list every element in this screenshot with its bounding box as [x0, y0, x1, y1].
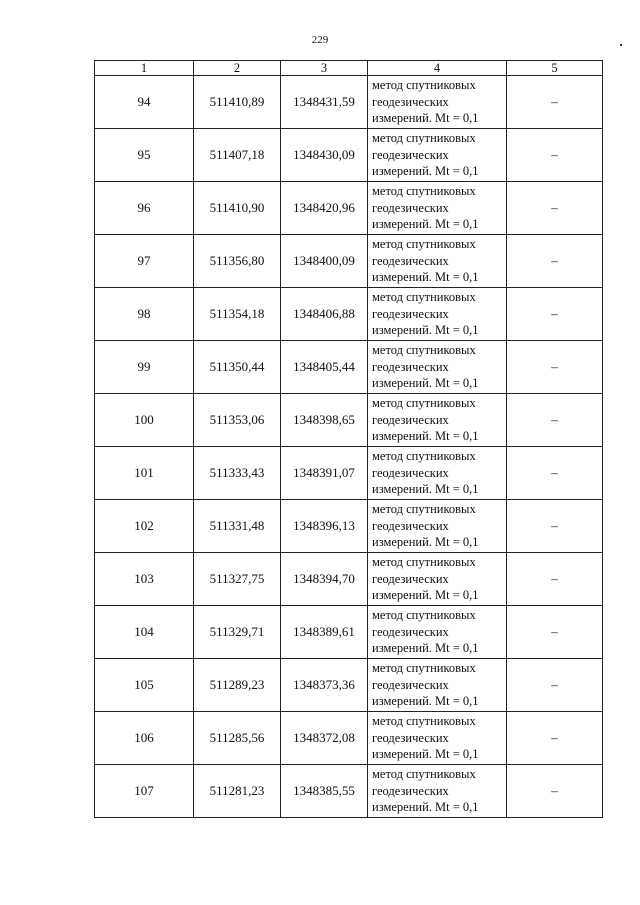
method-text-line-2: геодезических: [372, 253, 449, 268]
table-row: [95, 447, 603, 500]
method-cell: [368, 659, 507, 712]
method-cell: [368, 447, 507, 500]
column-5-cell: –: [507, 394, 603, 447]
y-coordinate-cell: 1348389,61: [281, 606, 368, 659]
method-cell: [368, 235, 507, 288]
coordinates-table: [94, 60, 603, 818]
header-row: [95, 61, 603, 76]
y-coordinate-cell: 1348394,70: [281, 553, 368, 606]
method-cell: [368, 500, 507, 553]
method-text-line-1: метод спутниковых: [372, 767, 476, 782]
column-5-cell: –: [507, 765, 603, 818]
method-cell: [368, 765, 507, 818]
method-text-line-1: метод спутниковых: [372, 237, 476, 252]
method-text-line-3: измерений. Mt = 0,1: [372, 482, 479, 497]
column-header-3: 3: [281, 61, 368, 76]
x-coordinate-cell: 511327,75: [194, 553, 281, 606]
column-5-cell: –: [507, 182, 603, 235]
method-text-line-1: метод спутниковых: [372, 608, 476, 623]
point-number-cell: 101: [95, 447, 194, 500]
y-coordinate-cell: 1348420,96: [281, 182, 368, 235]
table-row: [95, 76, 603, 129]
method-text-line-3: измерений. Mt = 0,1: [372, 323, 479, 338]
column-5-cell: –: [507, 553, 603, 606]
column-header-2: 2: [194, 61, 281, 76]
x-coordinate-cell: 511329,71: [194, 606, 281, 659]
method-text-line-2: геодезических: [372, 730, 449, 745]
column-5-cell: –: [507, 129, 603, 182]
method-text-line-2: геодезических: [372, 412, 449, 427]
y-coordinate-cell: 1348406,88: [281, 288, 368, 341]
y-coordinate-cell: 1348431,59: [281, 76, 368, 129]
x-coordinate-cell: 511333,43: [194, 447, 281, 500]
y-coordinate-cell: 1348398,65: [281, 394, 368, 447]
method-text-line-2: геодезических: [372, 359, 449, 374]
point-number-cell: 107: [95, 765, 194, 818]
y-coordinate-cell: 1348385,55: [281, 765, 368, 818]
point-number-cell: 97: [95, 235, 194, 288]
table-row: [95, 765, 603, 818]
table-row: [95, 659, 603, 712]
x-coordinate-cell: 511410,90: [194, 182, 281, 235]
method-text-line-1: метод спутниковых: [372, 714, 476, 729]
method-text-line-1: метод спутниковых: [372, 396, 476, 411]
table-row: [95, 394, 603, 447]
method-text-line-3: измерений. Mt = 0,1: [372, 270, 479, 285]
method-text-line-3: измерений. Mt = 0,1: [372, 588, 479, 603]
page-number: 229: [311, 34, 329, 46]
y-coordinate-cell: 1348430,09: [281, 129, 368, 182]
column-header-4: 4: [368, 61, 507, 76]
method-text-line-2: геодезических: [372, 624, 449, 639]
point-number-cell: 104: [95, 606, 194, 659]
method-text-line-3: измерений. Mt = 0,1: [372, 217, 479, 232]
method-cell: [368, 129, 507, 182]
method-text-line-3: измерений. Mt = 0,1: [372, 800, 479, 815]
x-coordinate-cell: 511353,06: [194, 394, 281, 447]
x-coordinate-cell: 511354,18: [194, 288, 281, 341]
method-text-line-1: метод спутниковых: [372, 290, 476, 305]
method-text-line-2: геодезических: [372, 783, 449, 798]
column-5-cell: –: [507, 712, 603, 765]
y-coordinate-cell: 1348373,36: [281, 659, 368, 712]
x-coordinate-cell: 511350,44: [194, 341, 281, 394]
point-number-cell: 94: [95, 76, 194, 129]
table-row: [95, 182, 603, 235]
point-number-cell: 100: [95, 394, 194, 447]
table-row: [95, 235, 603, 288]
point-number-cell: 98: [95, 288, 194, 341]
method-cell: [368, 606, 507, 659]
method-text-line-3: измерений. Mt = 0,1: [372, 747, 479, 762]
y-coordinate-cell: 1348391,07: [281, 447, 368, 500]
method-text-line-1: метод спутниковых: [372, 78, 476, 93]
x-coordinate-cell: 511331,48: [194, 500, 281, 553]
y-coordinate-cell: 1348372,08: [281, 712, 368, 765]
method-text-line-2: геодезических: [372, 147, 449, 162]
table-row: [95, 500, 603, 553]
method-text-line-3: измерений. Mt = 0,1: [372, 429, 479, 444]
method-text-line-2: геодезических: [372, 465, 449, 480]
point-number-cell: 105: [95, 659, 194, 712]
table-row: [95, 553, 603, 606]
column-5-cell: –: [507, 447, 603, 500]
x-coordinate-cell: 511356,80: [194, 235, 281, 288]
method-text-line-1: метод спутниковых: [372, 555, 476, 570]
method-text-line-1: метод спутниковых: [372, 343, 476, 358]
x-coordinate-cell: 511289,23: [194, 659, 281, 712]
point-number-cell: 102: [95, 500, 194, 553]
y-coordinate-cell: 1348405,44: [281, 341, 368, 394]
table-row: [95, 129, 603, 182]
method-text-line-3: измерений. Mt = 0,1: [372, 164, 479, 179]
method-text-line-2: геодезических: [372, 677, 449, 692]
column-5-cell: –: [507, 500, 603, 553]
method-text-line-2: геодезических: [372, 518, 449, 533]
column-5-cell: –: [507, 606, 603, 659]
column-5-cell: –: [507, 341, 603, 394]
table-row: [95, 288, 603, 341]
table-row: [95, 712, 603, 765]
column-header-1: 1: [95, 61, 194, 76]
x-coordinate-cell: 511410,89: [194, 76, 281, 129]
y-coordinate-cell: 1348396,13: [281, 500, 368, 553]
method-text-line-2: геодезических: [372, 571, 449, 586]
method-cell: [368, 182, 507, 235]
scan-speck: [620, 44, 622, 46]
method-text-line-3: измерений. Mt = 0,1: [372, 641, 479, 656]
x-coordinate-cell: 511281,23: [194, 765, 281, 818]
method-cell: [368, 288, 507, 341]
method-text-line-3: измерений. Mt = 0,1: [372, 376, 479, 391]
column-5-cell: –: [507, 659, 603, 712]
method-cell: [368, 341, 507, 394]
point-number-cell: 106: [95, 712, 194, 765]
method-text-line-1: метод спутниковых: [372, 184, 476, 199]
column-5-cell: –: [507, 235, 603, 288]
column-5-cell: –: [507, 288, 603, 341]
point-number-cell: 96: [95, 182, 194, 235]
method-text-line-2: геодезических: [372, 94, 449, 109]
point-number-cell: 99: [95, 341, 194, 394]
table-body: [95, 76, 603, 818]
x-coordinate-cell: 511407,18: [194, 129, 281, 182]
method-text-line-1: метод спутниковых: [372, 449, 476, 464]
method-cell: [368, 76, 507, 129]
table-row: [95, 341, 603, 394]
method-text-line-2: геодезических: [372, 306, 449, 321]
x-coordinate-cell: 511285,56: [194, 712, 281, 765]
method-text-line-3: измерений. Mt = 0,1: [372, 535, 479, 550]
method-cell: [368, 394, 507, 447]
method-text-line-3: измерений. Mt = 0,1: [372, 111, 479, 126]
table-row: [95, 606, 603, 659]
method-text-line-3: измерений. Mt = 0,1: [372, 694, 479, 709]
column-5-cell: –: [507, 76, 603, 129]
method-cell: [368, 553, 507, 606]
method-text-line-1: метод спутниковых: [372, 661, 476, 676]
point-number-cell: 103: [95, 553, 194, 606]
method-text-line-2: геодезических: [372, 200, 449, 215]
method-text-line-1: метод спутниковых: [372, 502, 476, 517]
point-number-cell: 95: [95, 129, 194, 182]
method-text-line-1: метод спутниковых: [372, 131, 476, 146]
method-cell: [368, 712, 507, 765]
y-coordinate-cell: 1348400,09: [281, 235, 368, 288]
column-header-5: 5: [507, 61, 603, 76]
